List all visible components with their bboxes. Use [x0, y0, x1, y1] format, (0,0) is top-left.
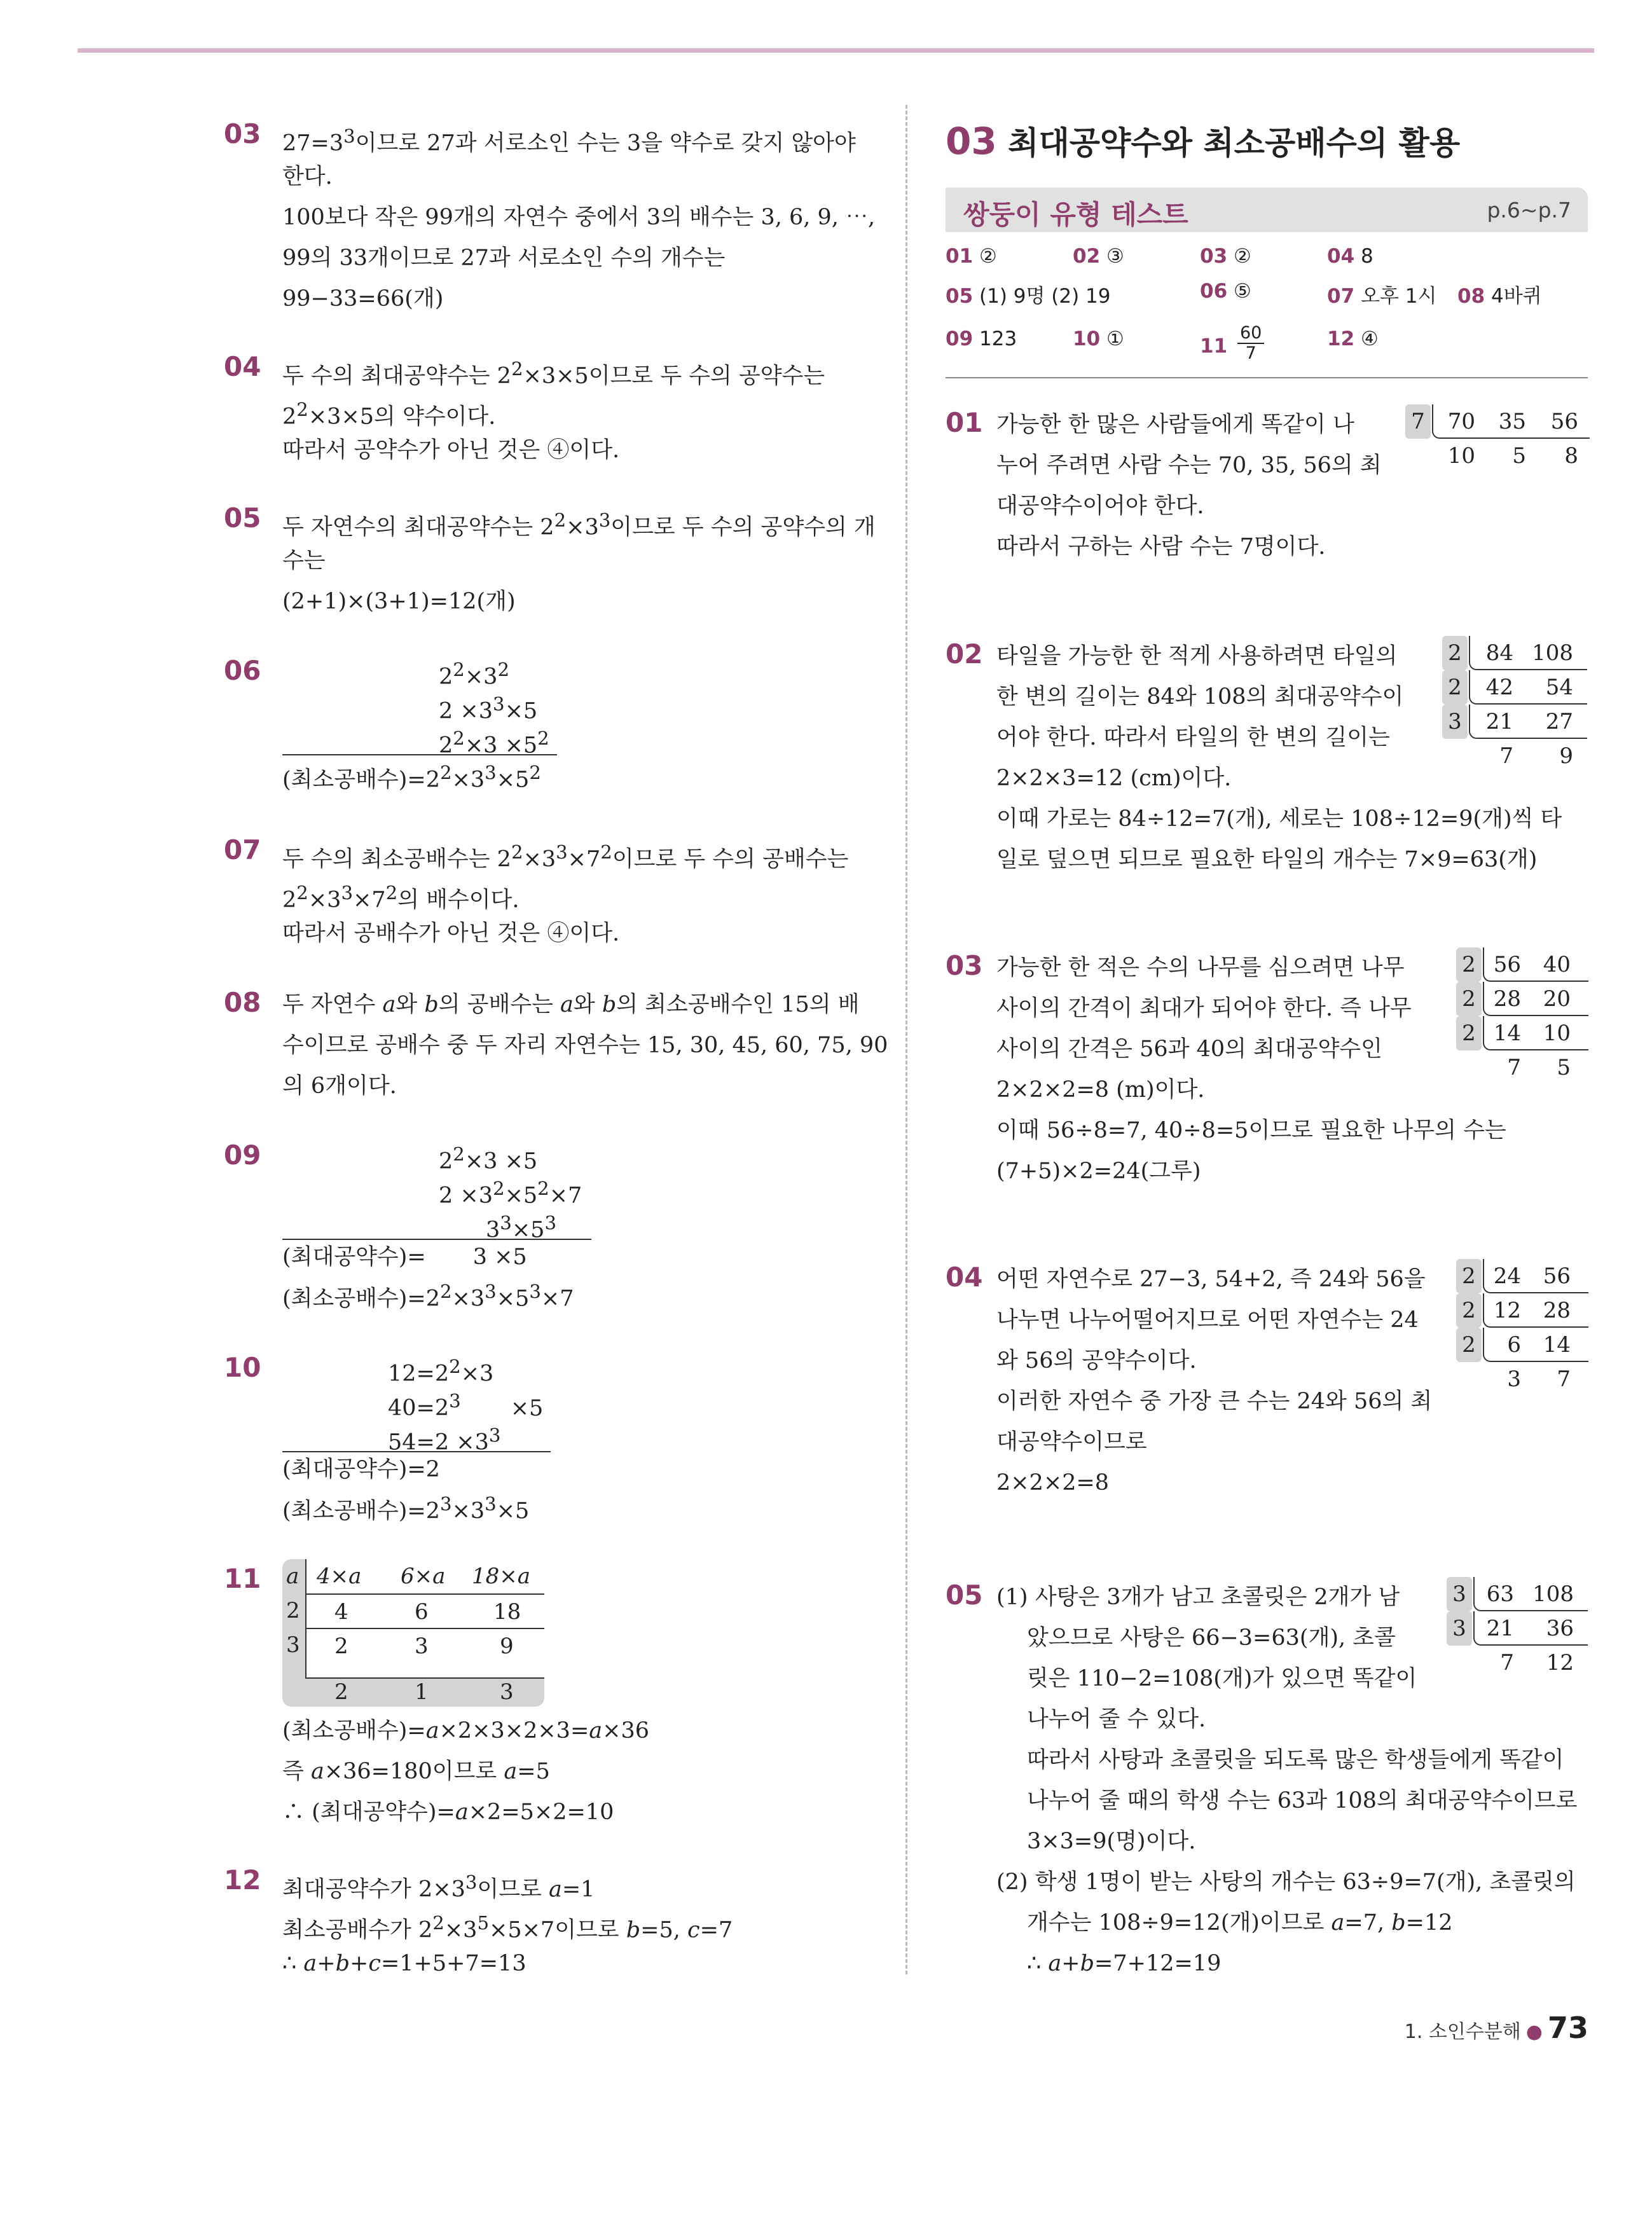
solution-04: 두 수의 최대공약수는 $2^2\times 3\times 5$이므로 두 수의 공약수는 $2^2\times 3\times 5$의 약수이다. 따라서 공약수가 아닌 것은 ④이다. [282, 358, 825, 463]
solution-r04: 어떤 자연수로 27−3, 54+2, 즉 24와 56을 나누면 나누어떨어지므로 어떤 자연수는 24 와 56의 공약수이다. 이러한 자연수 중 가장 큰 수는 24와 56의 최 대공약수이므로 2×2×2=8 [996, 1267, 1433, 1496]
solution-06: $2^2\times 3^2$ $2 \times 3^3\times 5$ $2^2\times 3 \times 5^2$ (최소공배수)$=2^2\times 3^3\times 5^2$ [282, 652, 557, 790]
problem-number: 08 [224, 987, 261, 1018]
column-divider [905, 105, 907, 1974]
page-footer [1405, 2011, 1588, 2045]
bullet-icon: ● [1525, 2021, 1543, 2043]
problem-number: 05 [946, 1580, 983, 1611]
test-band [946, 188, 1588, 232]
ladder-rows: 4×a 6×a 18×a 4 6 18 2 3 9 [305, 1559, 544, 1679]
problem-number: 06 [224, 655, 261, 686]
solution-08: 두 자연수 a와 b의 공배수는 a와 b의 최소공배수인 15의 배 수이므로 공배수 중 두 자리 자연수는 15, 30, 45, 60, 75, 90 의 6개이다. [282, 992, 888, 1099]
problem-number: 09 [224, 1139, 261, 1171]
problem-number: 04 [224, 351, 261, 382]
problem-number: 07 [224, 834, 261, 865]
solution-05: 두 자연수의 최대공약수는 $2^2\times 3^3$이므로 두 수의 공약수의 개 수는 (2+1)×(3+1)=12(개) [282, 509, 876, 614]
problem-number: 03 [946, 950, 983, 981]
solution-09: $2^2\times 3 \times 5$ $2 \times 3^2\times 5^2\times 7$ $3^3\times 5^3$ (최대공약수)= 3 ×5 (최소공배수)$=2^2\times 3^3\times 5^3\times 7$ [282, 1137, 591, 1309]
problem-number: 02 [946, 638, 983, 670]
ladder-quotients: 2 1 3 [334, 1679, 514, 1705]
problem-number: 01 [946, 407, 983, 438]
ladder-divisors: a 2 3 [286, 1564, 300, 1658]
answer-divider [946, 377, 1588, 378]
band-pages: p.6~p.7 [1487, 198, 1571, 223]
ladder-division-r01: 7 70 35 56 10 5 8 [1405, 404, 1590, 473]
problem-number: 10 [224, 1352, 261, 1383]
problem-number: 04 [946, 1262, 983, 1293]
ladder-division-11 [282, 1559, 544, 1707]
ladder-division-r03: 2 56 40 2 28 20 2 14 10 7 5 [1456, 947, 1590, 1085]
section-title: 03 최대공약수와 최소공배수의 활용 [946, 120, 1461, 163]
solution-r01: 가능한 한 많은 사람들에게 똑같이 나 누어 주려면 사람 수는 70, 35, 56의 최 대공약수이어야 한다. 따라서 구하는 사람 수는 7명이다. [996, 412, 1382, 560]
band-title: 쌍둥이 유형 테스트 [963, 199, 1188, 230]
solution-r02: 타일을 가능한 한 적게 사용하려면 타일의 한 변의 길이는 84와 108의 최대공약수이 어야 한다. 따라서 타일의 한 변의 길이는 2×2×3=12 (cm)이다. 이때 가로는 84÷12=7(개), 세로는 108÷12=9(개)씩 타 일로 덮으면 되므로 필요한 타일의 개수는 7×9=63(개) [996, 644, 1562, 872]
page-number: 73 [1547, 2011, 1588, 2045]
solution-10: $12=2^2\times 3$ $40=2^3 \times 5$ $54=2 \times 3^3$ (최대공약수)=2 (최소공배수)$=2^3\times 3^3\times 5$ [282, 1349, 551, 1521]
solution-11: (최소공배수)=a×2×3×2×3=a×36 즉 a×36=180이므로 a=5 ∴ (최대공약수)=a×2=5×2=10 [282, 1718, 650, 1825]
solution-r05: (1) 사탕은 3개가 남고 초콜릿은 2개가 남 았으므로 사탕은 66−3=63(개), 초콜 릿은 110−2=108(개)가 있으면 똑같이 나누어 줄 수 있다. 따라서 사탕과 초콜릿을 되도록 많은 학생들에게 똑같이 나누어 줄 때의 학생 수는 63과 108의 최대공약수이므로 3×3=9(명)이다. (2) 학생 1명이 받는 사탕의 개수는 63÷9=7(개), 초콜릿의 개수는 108÷9=12(개)이므로 a=7, b=12 ∴ a+b=7+12=19 [996, 1585, 1578, 1976]
problem-number: 03 [224, 118, 261, 149]
solution-07: 두 수의 최소공배수는 $2^2\times 3^3\times 7^2$이므로 두 수의 공배수는 $2^2\times 3^3\times 7^2$의 배수이다. 따라서 공배수가 아닌 것은 ④이다. [282, 841, 849, 946]
ladder-division-r05: 3 63 108 3 21 36 7 12 [1447, 1577, 1590, 1680]
solution-r03: 가능한 한 적은 수의 나무를 심으려면 나무 사이의 간격이 최대가 되어야 한다. 즉 나무 사이의 간격은 56과 40의 최대공약수인 2×2×2=8 (m)이다. 이때 56÷8=7, 40÷8=5이므로 필요한 나무의 수는 (7+5)×2=24(그루) [996, 955, 1506, 1184]
solution-12: 최대공약수가 $2\times 3^3$이므로 a=1 최소공배수가 $2^2\times 3^5\times 5\times 7$이므로 b=5, c=7 ∴ a+b+c=1+5+7=13 [282, 1871, 733, 1976]
left-column [224, 0, 888, 2035]
chapter-label: 1. 소인수분해 [1404, 2021, 1521, 2043]
problem-number: 11 [224, 1563, 261, 1594]
problem-number: 12 [224, 1864, 261, 1896]
solution-03: $27=3^3$이므로 27과 서로소인 수는 3을 약수로 갖지 않아야 한다. 100보다 작은 99개의 자연수 중에서 3의 배수는 3, 6, 9, ⋯, 99의 33개이므로 27과 서로소인 수의 개수는 99−33=66(개) [282, 125, 876, 312]
ladder-division-r02: 2 84 108 2 42 54 3 21 27 7 9 [1442, 636, 1588, 773]
problem-number: 05 [224, 502, 261, 533]
ladder-division-r04: 2 24 56 2 12 28 2 6 14 3 7 [1456, 1259, 1590, 1396]
